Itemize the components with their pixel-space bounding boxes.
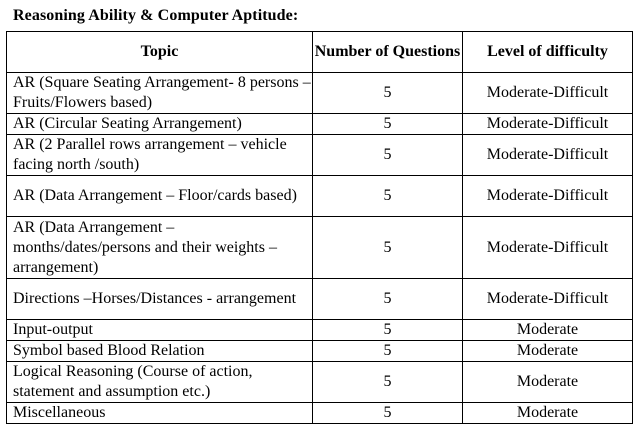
question-count-cell: 5 <box>313 135 463 176</box>
difficulty-cell: Moderate-Difficult <box>463 135 633 176</box>
table-row <box>7 73 633 114</box>
table-header-row <box>7 32 633 73</box>
difficulty-cell: Moderate-Difficult <box>463 73 633 114</box>
question-count-cell: 5 <box>313 279 463 320</box>
header-topic: Topic <box>7 32 313 73</box>
question-count-cell: 5 <box>313 320 463 341</box>
topic-cell: Input-output <box>7 320 313 341</box>
difficulty-cell: Moderate-Difficult <box>463 217 633 279</box>
table-row <box>7 217 633 279</box>
question-count-cell: 5 <box>313 73 463 114</box>
topic-cell: AR (Data Arrangement – Floor/cards based) <box>7 176 313 217</box>
topic-cell: AR (2 Parallel rows arrangement – vehicle facing north /south) <box>7 135 313 176</box>
table-row <box>7 403 633 424</box>
difficulty-cell: Moderate <box>463 320 633 341</box>
difficulty-cell: Moderate-Difficult <box>463 279 633 320</box>
header-level-of-difficulty: Level of difficulty <box>463 32 633 73</box>
header-number-of-questions: Number of Questions <box>313 32 463 73</box>
difficulty-cell: Moderate-Difficult <box>463 114 633 135</box>
topic-cell: Directions –Horses/Distances - arrangement <box>7 279 313 320</box>
question-count-cell: 5 <box>313 176 463 217</box>
topic-cell: Symbol based Blood Relation <box>7 341 313 362</box>
difficulty-cell: Moderate <box>463 403 633 424</box>
table-row <box>7 279 633 320</box>
topic-cell: AR (Square Seating Arrangement- 8 persons – Fruits/Flowers based) <box>7 73 313 114</box>
difficulty-cell: Moderate <box>463 362 633 403</box>
question-count-cell: 5 <box>313 114 463 135</box>
topic-cell: Miscellaneous <box>7 403 313 424</box>
table-row <box>7 135 633 176</box>
table-row <box>7 114 633 135</box>
question-count-cell: 5 <box>313 403 463 424</box>
topic-cell: Logical Reasoning (Course of action, statement and assumption etc.) <box>7 362 313 403</box>
page-title: Reasoning Ability & Computer Aptitude: <box>13 7 299 24</box>
topics-table <box>6 31 633 424</box>
table-row <box>7 320 633 341</box>
table-row <box>7 341 633 362</box>
question-count-cell: 5 <box>313 362 463 403</box>
topic-cell: AR (Data Arrangement – months/dates/persons and their weights – arrangement) <box>7 217 313 279</box>
topic-cell: AR (Circular Seating Arrangement) <box>7 114 313 135</box>
difficulty-cell: Moderate-Difficult <box>463 176 633 217</box>
difficulty-cell: Moderate <box>463 341 633 362</box>
question-count-cell: 5 <box>313 217 463 279</box>
table-row <box>7 176 633 217</box>
question-count-cell: 5 <box>313 341 463 362</box>
table-row <box>7 362 633 403</box>
